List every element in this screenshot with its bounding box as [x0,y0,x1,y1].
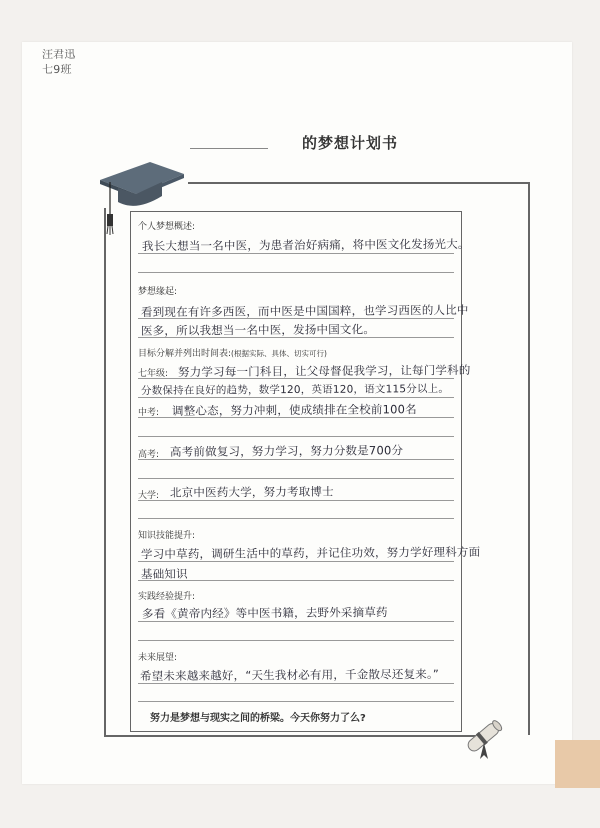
page-title: 的梦想计划书 [302,134,399,152]
zhongkao-label: 中考: [138,408,160,418]
handwritten-name-note [42,47,76,77]
goals-label [138,346,327,359]
frame-top [188,182,530,184]
college-text: 北京中医药大学，努力考取博士 [169,484,334,500]
ruled-line [138,337,454,338]
ruled-line [138,640,454,641]
note-class: 七9班 [42,62,72,77]
ruled-line [138,621,454,622]
practice-label: 实践经验提升: [138,592,196,602]
overview-label: 个人梦想概述: [138,222,196,232]
future-text: 希望未来越来越好，“天生我材必有用，千金散尽还复来。” [139,666,440,684]
future-label: 未来展望: [138,653,178,663]
motto-footer: 努力是梦想与现实之间的桥梁。今天你努力了么? [150,713,366,724]
frame-left [104,208,106,735]
ruled-line [138,701,454,702]
ruled-line [138,436,454,437]
ruled-line [138,272,454,273]
grade7-text-line-1: 努力学习每一门科目，让父母督促我学习，让每门学科的 [177,362,471,380]
college-label: 大学: [138,491,160,501]
practice-text: 多看《黄帝内经》等中医书籍，去野外采摘草药 [141,605,388,621]
ruled-line [138,518,454,519]
origin-label: 梦想缘起: [138,287,178,297]
ruled-line [138,561,454,562]
gaokao-text: 高考前做复习，努力学习，努力分数是700分 [169,443,404,459]
note-name: 汪君迅 [41,47,76,62]
grade7-text-line-2: 分数保持在良好的趋势，数学120，英语120，语文115分以上。 [140,382,450,398]
ruled-line [138,459,454,460]
skills-text-line-1: 学习中草药，调研生活中的草药，并记住功效，努力学好理科方面 [140,544,481,562]
ruled-line [138,397,454,398]
frame-right [528,182,530,735]
name-blank-line [190,148,268,149]
overview-text: 我长大想当一名中医，为患者治好病痛，将中医文化发扬光大。 [141,236,470,254]
origin-text-line-1: 看到现在有许多西医，而中医是中国国粹，也学习西医的人比中 [140,302,469,320]
plan-form-box [130,211,462,732]
grade7-label: 七年级: [138,369,169,379]
background-strip [555,740,600,788]
skills-label: 知识技能提升: [138,531,196,541]
ruled-line [138,478,454,479]
ruled-line [138,683,454,684]
ruled-line [138,253,454,254]
frame-bottom [104,735,480,737]
ruled-line [138,580,454,581]
origin-text-line-2: 医多，所以我想当一名中医，发扬中国文化。 [140,322,376,338]
goals-hint: (根据实际、具体、切实可行) [231,349,327,358]
gaokao-label: 高考: [138,450,160,460]
ruled-line [138,318,454,319]
zhongkao-text: 调整心态，努力冲刺，使成绩排在全校前100名 [171,402,417,418]
diploma-scroll-icon [462,713,506,763]
ruled-line [138,417,454,418]
goals-label-text: 目标分解并列出时间表: [138,349,232,359]
skills-text-line-2: 基础知识 [140,566,188,582]
ruled-line [138,500,454,501]
ruled-line [138,378,454,379]
